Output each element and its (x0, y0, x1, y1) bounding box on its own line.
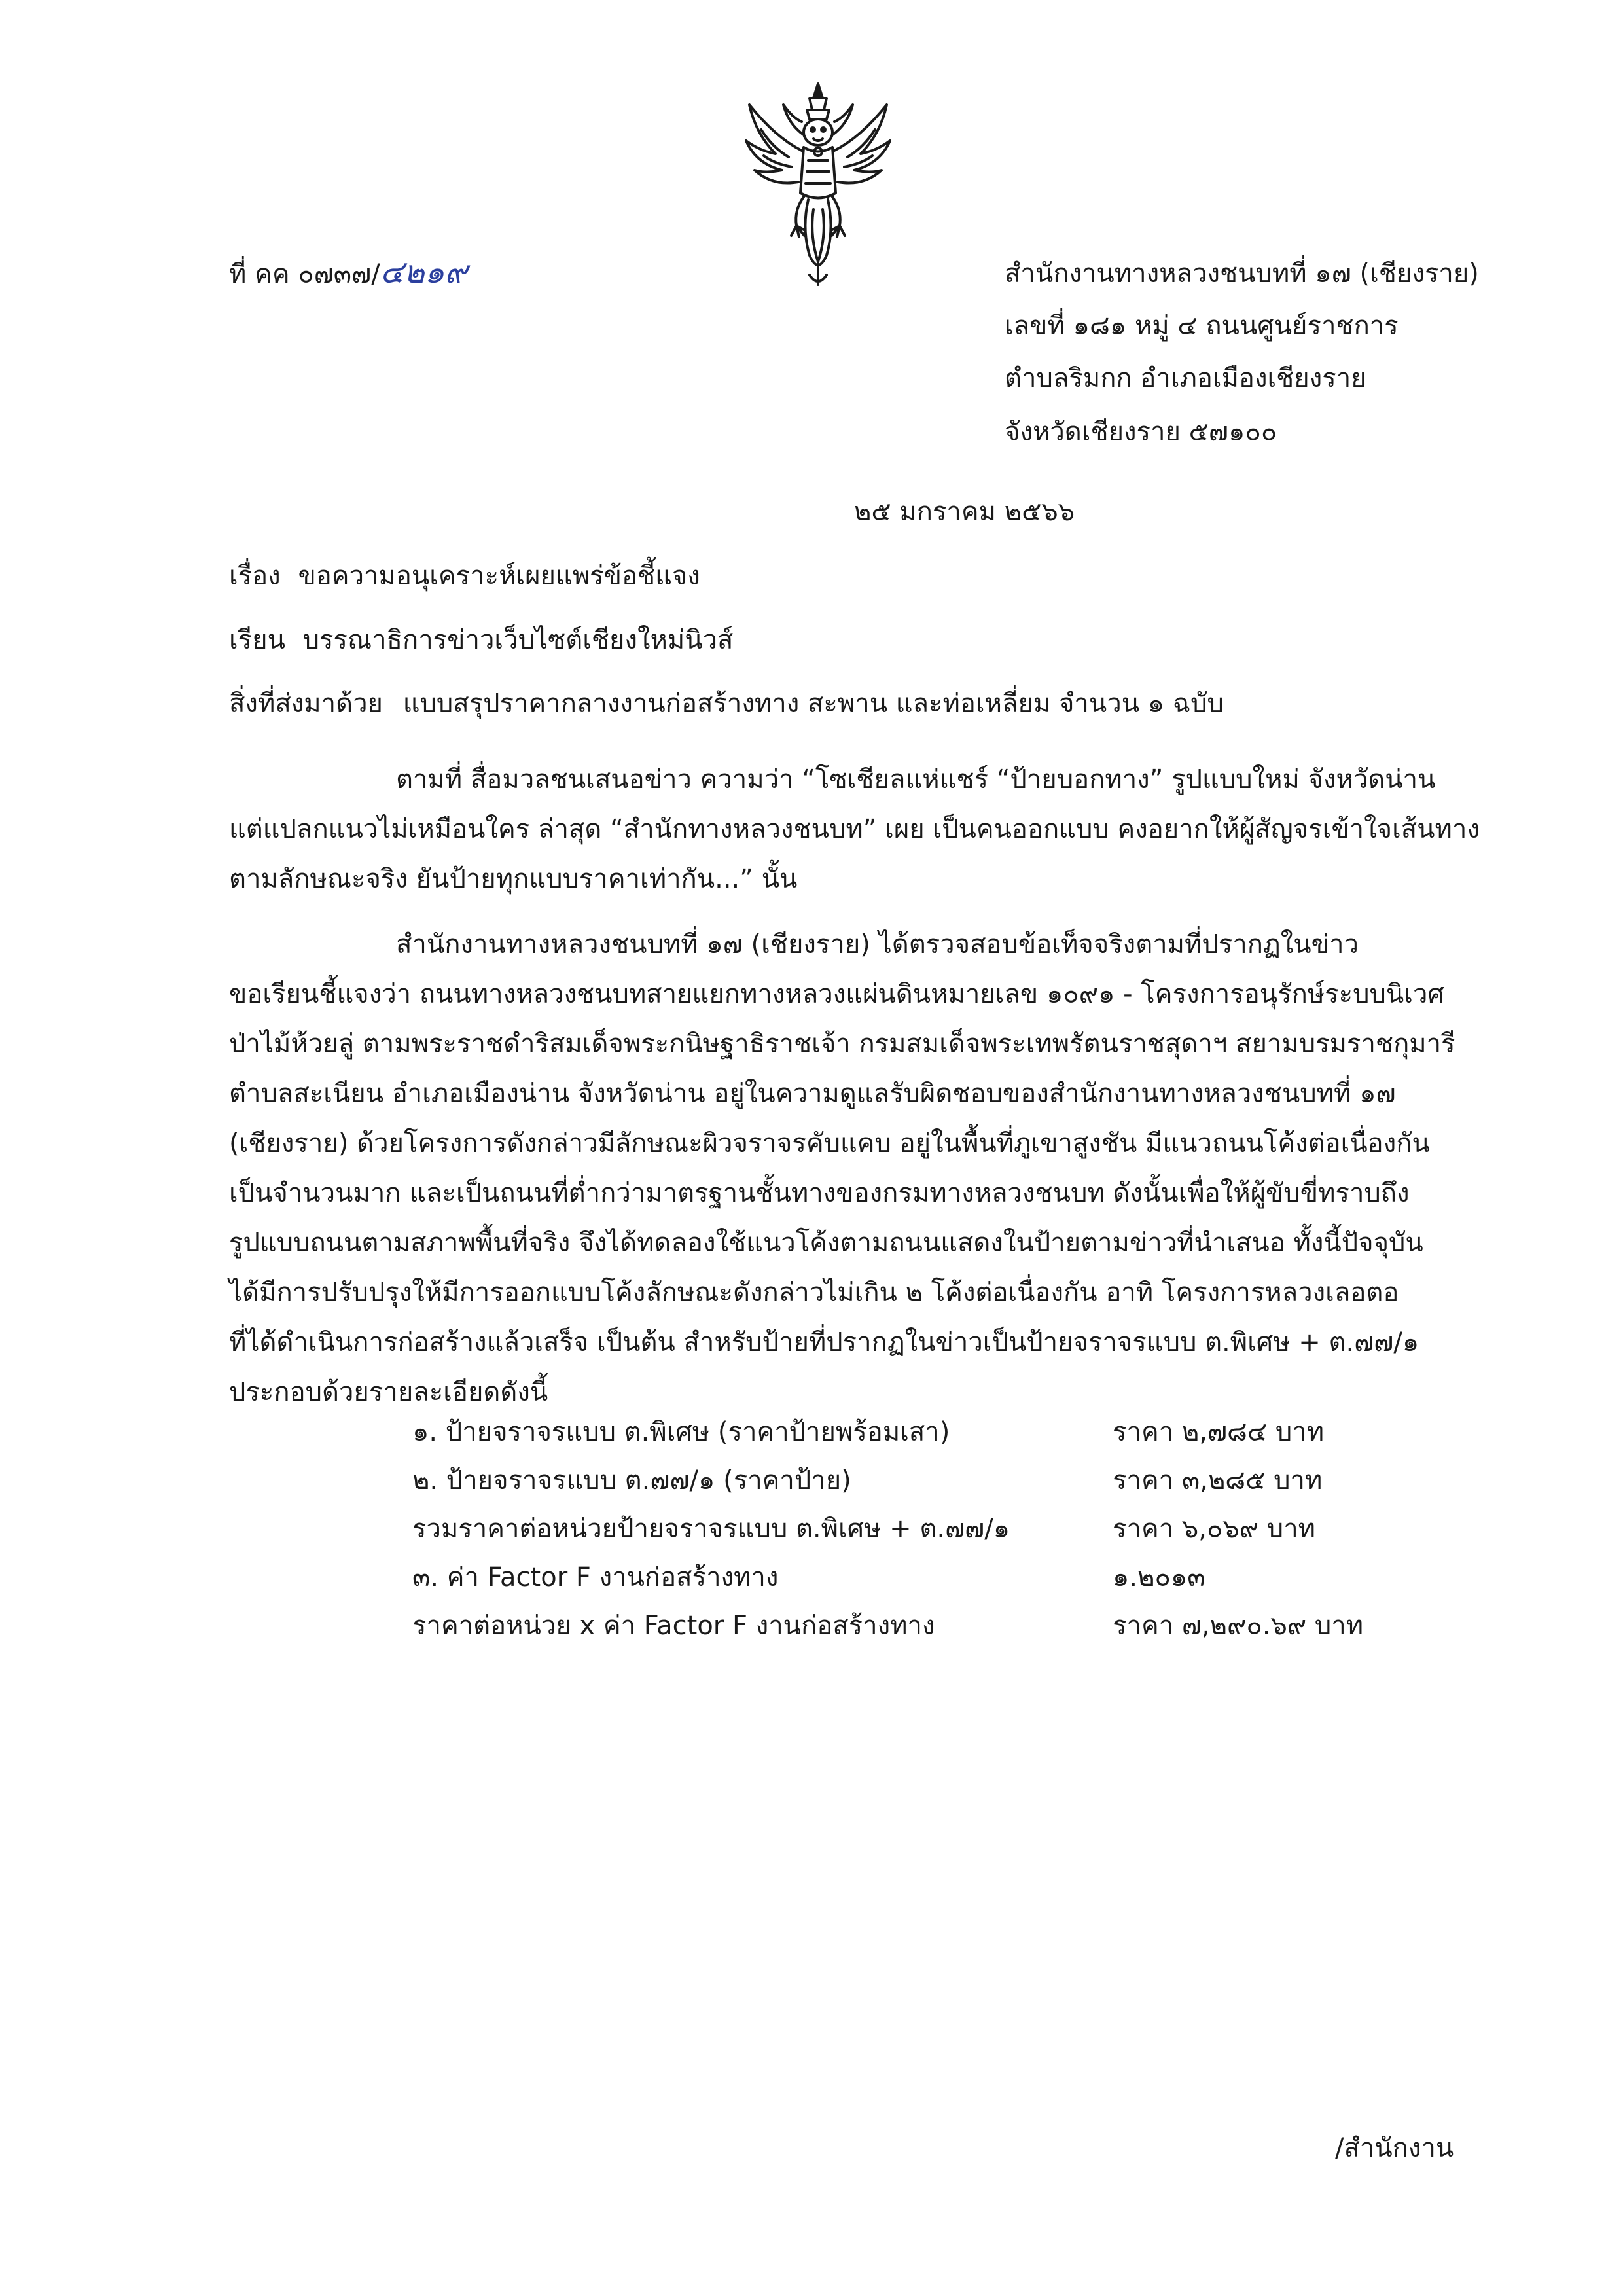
paragraph-1-line: ตามที่ สื่อมวลชนเสนอข่าว ความว่า “โซเชียลแห่แชร์ “ป้ายบอกทาง” รูปแบบใหม่ จังหวัดน่าน (396, 764, 1436, 795)
paragraph-2-line: ตำบลสะเนียน อำเภอเมืองน่าน จังหวัดน่าน อยู่ในความดูแลรับผิดชอบของสำนักงานทางหลวงชนบทที่ ๑๗ (229, 1079, 1396, 1109)
paragraph-2-line: สำนักงานทางหลวงชนบทที่ ๑๗ (เชียงราย) ได้ตรวจสอบข้อเท็จจริงตามที่ปรากฏในข่าว (396, 929, 1359, 960)
address-line-2: เลขที่ ๑๘๑ หมู่ ๔ ถนนศูนย์ราชการ (1005, 311, 1399, 341)
subject-line (229, 563, 700, 589)
recipient-line (229, 627, 733, 653)
price-total-value: ราคา ๖,๐๖๙ บาท (1113, 1514, 1316, 1544)
paragraph-2-line: ขอเรียนชี้แจงว่า ถนนทางหลวงชนบทสายแยกทางหลวงแผ่นดินหมายเลข ๑๐๙๑ - โครงการอนุรักษ์ระบบนิเวศ (229, 979, 1444, 1009)
price-total-label: รวมราคาต่อหน่วยป้ายจราจรแบบ ต.พิเศษ + ต.๗๗/๑ (412, 1514, 1010, 1544)
paragraph-2-line: ป่าไม้ห้วยลู่ ตามพระราชดำริสมเด็จพระกนิษฐาธิราชเจ้า กรมสมเด็จพระเทพรัตนราชสุดาฯ สยามบรมราชกุมารี (229, 1029, 1455, 1059)
factor-label: ๓. ค่า Factor F งานก่อสร้างทาง (412, 1562, 779, 1592)
document-date: ๒๕ มกราคม ๒๕๖๖ (854, 497, 1075, 527)
final-price-value: ราคา ๗,๒๙๐.๖๙ บาท (1113, 1611, 1364, 1641)
enclosure-line (229, 691, 1224, 717)
price-item-value: ราคา ๒,๗๘๔ บาท (1113, 1417, 1325, 1447)
recipient-text: บรรณาธิการข่าวเว็บไซต์เชียงใหม่นิวส์ (302, 625, 734, 655)
price-item-value: ราคา ๓,๒๘๕ บาท (1113, 1465, 1323, 1496)
reference-number (229, 254, 468, 291)
paragraph-2-line: เป็นจำนวนมาก และเป็นถนนที่ต่ำกว่ามาตรฐานชั้นทางของกรมทางหลวงชนบท ดังนั้นเพื่อให้ผู้ขับขี่ทราบถึง (229, 1178, 1410, 1208)
reference-prefix: ที่ คค ๐๗๓๗/ (229, 259, 380, 289)
factor-value: ๑.๒๐๑๓ (1113, 1562, 1205, 1592)
paragraph-2-line: รูปแบบถนนตามสภาพพื้นที่จริง จึงได้ทดลองใช้แนวโค้งตามถนนแสดงในป้ายตามข่าวที่นำเสนอ ทั้งนี้ปัจจุบัน (229, 1228, 1423, 1258)
paragraph-2-line: ที่ได้ดำเนินการก่อสร้างแล้วเสร็จ เป็นต้น สำหรับป้ายที่ปรากฏในข่าวเป็นป้ายจราจรแบบ ต.พิเศษ + ต.๗๗/๑ (229, 1327, 1419, 1357)
address-line-3: ตำบลริมกก อำเภอเมืองเชียงราย (1005, 363, 1366, 393)
price-item-label: ๑. ป้ายจราจรแบบ ต.พิเศษ (ราคาป้ายพร้อมเสา) (412, 1417, 950, 1447)
final-price-label: ราคาต่อหน่วย x ค่า Factor F งานก่อสร้างทาง (412, 1611, 935, 1641)
paragraph-2-line: ได้มีการปรับปรุงให้มีการออกแบบโค้งลักษณะดังกล่าวไม่เกิน ๒ โค้งต่อเนื่องกัน อาทิ โครงการหลวงเลอตอ (229, 1278, 1399, 1308)
enclosure-label: สิ่งที่ส่งมาด้วย (229, 689, 383, 719)
continuation-marker: /สำนักงาน (1335, 2133, 1454, 2163)
garuda-emblem (736, 79, 900, 291)
recipient-label: เรียน (229, 625, 285, 655)
enclosure-text: แบบสรุปราคากลางงานก่อสร้างทาง สะพาน และท่อเหลี่ยม จำนวน ๑ ฉบับ (402, 689, 1224, 719)
paragraph-1-line: ตามลักษณะจริง ยันป้ายทุกแบบราคาเท่ากัน...” นั้น (229, 864, 798, 894)
paragraph-1-line: แต่แปลกแนวไม่เหมือนใคร ล่าสุด “สำนักทางหลวงชนบท” เผย เป็นคนออกแบบ คงอยากให้ผู้สัญจรเข้าใจเส้นทาง (229, 814, 1480, 844)
paragraph-2-line: (เชียงราย) ด้วยโครงการดังกล่าวมีลักษณะผิวจราจรคับแคบ อยู่ในพื้นที่ภูเขาสูงชัน มีแนวถนนโค้งต่อเนื่องกัน (229, 1128, 1430, 1158)
paragraph-2-line: ประกอบด้วยรายละเอียดดังนี้ (229, 1377, 548, 1407)
reference-handwritten: ๔๒๑๙ (380, 254, 468, 291)
subject-text: ขอความอนุเคราะห์เผยแพร่ข้อชี้แจง (298, 561, 700, 591)
address-line-1: สำนักงานทางหลวงชนบทที่ ๑๗ (เชียงราย) (1005, 259, 1479, 289)
subject-label: เรื่อง (229, 561, 281, 591)
address-line-4: จังหวัดเชียงราย ๕๗๑๐๐ (1005, 417, 1277, 447)
price-item-label: ๒. ป้ายจราจรแบบ ต.๗๗/๑ (ราคาป้าย) (412, 1465, 851, 1496)
